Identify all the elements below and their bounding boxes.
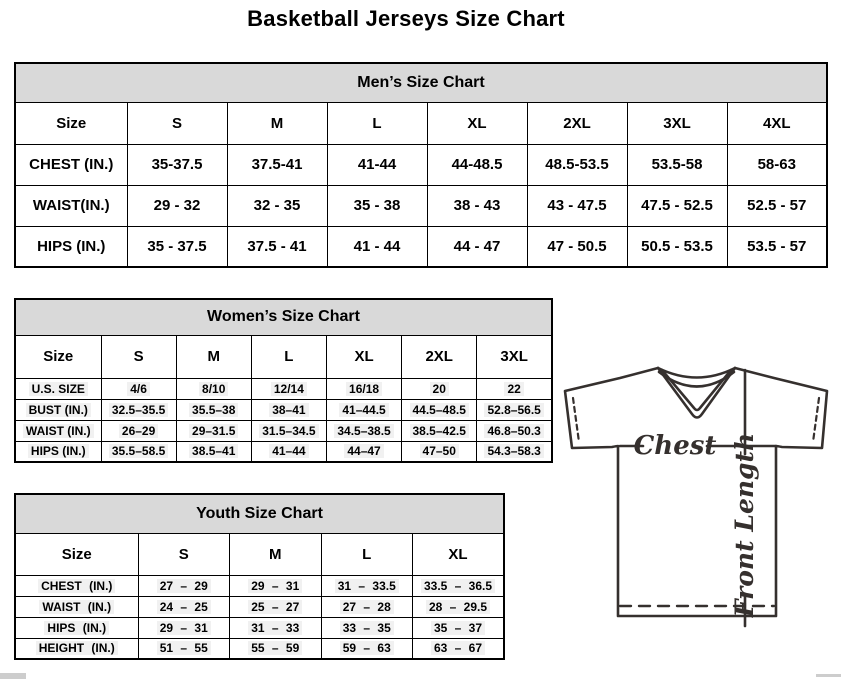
mens-column-header: XL	[427, 102, 527, 144]
womens-table-row	[15, 441, 552, 462]
womens-value-text: 35.5–38	[189, 403, 238, 417]
mens-value-text: 44-48.5	[451, 156, 503, 173]
mens-value-text: 37.5-41	[251, 156, 303, 173]
mens-value-text: 32 - 35	[253, 197, 301, 214]
womens-value-cell	[326, 420, 401, 441]
youth-row-label	[15, 596, 138, 617]
mens-value-text: 47.5 - 52.5	[641, 197, 713, 214]
mens-value-cell	[627, 185, 727, 226]
mens-value-text: 41-44	[357, 156, 397, 173]
womens-value-cell	[101, 378, 176, 399]
mens-value-cell	[527, 226, 627, 267]
womens-column-header: 2XL	[402, 335, 477, 378]
youth-column-header: S	[138, 533, 230, 575]
youth-value-text: 55 – 59	[248, 641, 302, 655]
womens-value-cell	[477, 420, 552, 441]
womens-value-cell	[176, 399, 251, 420]
mens-row-label-text: CHEST (IN.)	[29, 156, 114, 173]
mens-table-row	[15, 185, 827, 226]
womens-column-header: S	[101, 335, 176, 378]
womens-value-cell	[176, 420, 251, 441]
mens-value-cell	[627, 144, 727, 185]
womens-value-text: 41–44.5	[339, 403, 388, 417]
mens-column-header: 4XL	[727, 102, 827, 144]
youth-value-cell	[138, 617, 230, 638]
youth-section-title: Youth Size Chart	[15, 494, 504, 533]
womens-value-cell	[251, 420, 326, 441]
womens-value-cell	[402, 420, 477, 441]
womens-value-text: 44.5–48.5	[410, 403, 469, 417]
youth-value-text: 31 – 33	[248, 621, 302, 635]
youth-value-cell	[230, 596, 322, 617]
youth-value-cell	[321, 617, 413, 638]
mens-value-cell	[727, 226, 827, 267]
womens-value-text: 46.8–50.3	[484, 424, 543, 438]
womens-value-text: 54.3–58.3	[484, 444, 543, 458]
womens-table-row	[15, 378, 552, 399]
womens-row-label-text: BUST (IN.)	[26, 403, 91, 417]
womens-row-label-text: WAIST (IN.)	[23, 424, 94, 438]
mens-value-cell	[227, 185, 327, 226]
mens-row-label	[15, 144, 127, 185]
womens-value-text: 29–31.5	[189, 424, 238, 438]
womens-value-text: 8/10	[199, 382, 228, 396]
mens-value-cell	[127, 144, 227, 185]
mens-table-row	[15, 144, 827, 185]
youth-value-text: 59 – 63	[340, 641, 394, 655]
womens-value-text: 38.5–42.5	[410, 424, 469, 438]
womens-value-text: 26–29	[119, 424, 158, 438]
womens-value-cell	[326, 441, 401, 462]
mens-value-cell	[127, 226, 227, 267]
youth-row-label	[15, 638, 138, 659]
mens-row-label	[15, 226, 127, 267]
youth-row-label-text: HIPS (IN.)	[44, 621, 109, 635]
womens-value-cell	[251, 378, 326, 399]
mens-value-text: 50.5 - 53.5	[641, 237, 713, 255]
mens-value-text: 35-37.5	[151, 156, 203, 173]
womens-value-cell	[101, 420, 176, 441]
youth-value-text: 63 – 67	[431, 641, 485, 655]
youth-value-text: 28 – 29.5	[426, 600, 490, 614]
womens-column-header: L	[251, 335, 326, 378]
mens-table-row	[15, 226, 827, 267]
womens-value-text: 41–44	[269, 444, 308, 458]
womens-row-label	[15, 420, 101, 441]
womens-row-label-text: U.S. SIZE	[29, 382, 88, 396]
mens-value-cell	[427, 144, 527, 185]
womens-value-text: 47–50	[420, 444, 459, 458]
womens-value-text: 38–41	[269, 403, 308, 417]
mens-value-text: 53.5-58	[651, 156, 703, 173]
youth-value-cell	[321, 638, 413, 659]
jersey-outline-icon	[556, 358, 838, 666]
mens-value-cell	[227, 226, 327, 267]
womens-column-header: M	[176, 335, 251, 378]
mens-value-cell	[327, 185, 427, 226]
womens-value-cell	[402, 441, 477, 462]
youth-table-row	[15, 575, 504, 596]
womens-value-cell	[101, 399, 176, 420]
front-length-label: Front Length	[730, 432, 759, 618]
youth-value-cell	[321, 575, 413, 596]
womens-table-row	[15, 420, 552, 441]
mens-column-header: S	[127, 102, 227, 144]
womens-value-text: 34.5–38.5	[334, 424, 393, 438]
mens-value-text: 35 - 37.5	[147, 237, 207, 255]
jersey-measurement-diagram	[556, 358, 838, 666]
womens-value-text: 31.5–34.5	[259, 424, 318, 438]
womens-value-cell	[477, 441, 552, 462]
youth-column-header: XL	[413, 533, 505, 575]
mens-value-text: 29 - 32	[153, 197, 201, 214]
womens-row-label	[15, 399, 101, 420]
womens-value-text: 16/18	[346, 382, 382, 396]
womens-value-cell	[326, 399, 401, 420]
womens-section-title: Women’s Size Chart	[15, 299, 552, 335]
mens-value-cell	[427, 226, 527, 267]
womens-value-text: 12/14	[271, 382, 307, 396]
mens-column-header: 2XL	[527, 102, 627, 144]
mens-column-header: Size	[15, 102, 127, 144]
youth-table-row	[15, 638, 504, 659]
womens-value-cell	[176, 378, 251, 399]
womens-value-text: 32.5–35.5	[109, 403, 168, 417]
womens-value-text: 44–47	[344, 444, 383, 458]
mens-row-label-text: WAIST(IN.)	[32, 197, 110, 214]
womens-row-label-text: HIPS (IN.)	[28, 444, 89, 458]
mens-value-text: 43 - 47.5	[547, 197, 607, 214]
youth-value-text: 25 – 27	[248, 600, 302, 614]
youth-value-cell	[413, 638, 505, 659]
womens-value-text: 20	[430, 382, 449, 396]
youth-row-label-text: HEIGHT (IN.)	[36, 641, 118, 655]
mens-row-label	[15, 185, 127, 226]
mens-value-cell	[627, 226, 727, 267]
youth-value-text: 31 – 33.5	[335, 579, 399, 593]
mens-value-text: 58-63	[757, 156, 796, 173]
mens-value-cell	[427, 185, 527, 226]
youth-table-row	[15, 596, 504, 617]
youth-value-cell	[230, 575, 322, 596]
womens-value-cell	[477, 378, 552, 399]
mens-value-cell	[727, 185, 827, 226]
horizontal-scrollbar-thumb-left[interactable]	[0, 673, 26, 679]
mens-value-text: 38 - 43	[453, 197, 501, 214]
mens-value-cell	[327, 226, 427, 267]
mens-value-text: 41 - 44	[353, 237, 401, 255]
youth-row-label	[15, 575, 138, 596]
youth-value-cell	[413, 596, 505, 617]
womens-column-header: Size	[15, 335, 101, 378]
youth-row-label	[15, 617, 138, 638]
mens-value-text: 47 - 50.5	[547, 237, 607, 255]
mens-value-text: 53.5 - 57	[747, 237, 807, 255]
youth-column-header: M	[230, 533, 322, 575]
youth-value-cell	[138, 596, 230, 617]
mens-row-label-text: HIPS (IN.)	[37, 237, 106, 255]
womens-value-text: 38.5–41	[189, 444, 238, 458]
womens-value-cell	[402, 399, 477, 420]
youth-value-cell	[230, 617, 322, 638]
youth-value-text: 29 – 31	[157, 621, 211, 635]
mens-value-text: 48.5-53.5	[545, 156, 609, 173]
womens-value-cell	[251, 441, 326, 462]
womens-row-label	[15, 378, 101, 399]
womens-value-cell	[101, 441, 176, 462]
mens-value-text: 35 - 38	[353, 197, 401, 214]
womens-value-text: 35.5–58.5	[109, 444, 168, 458]
youth-row-label-text: WAIST (IN.)	[39, 600, 114, 614]
womens-value-text: 4/6	[127, 382, 150, 396]
youth-value-cell	[138, 638, 230, 659]
womens-value-cell	[176, 441, 251, 462]
youth-table-row	[15, 617, 504, 638]
mens-value-text: 37.5 - 41	[247, 237, 307, 255]
womens-row-label	[15, 441, 101, 462]
page-title: Basketball Jerseys Size Chart	[247, 6, 565, 31]
mens-value-cell	[527, 185, 627, 226]
mens-value-cell	[527, 144, 627, 185]
mens-column-header: M	[227, 102, 327, 144]
mens-column-header: 3XL	[627, 102, 727, 144]
mens-size-table	[14, 62, 828, 268]
youth-value-text: 33.5 – 36.5	[421, 579, 495, 593]
chest-label: Chest	[633, 431, 717, 461]
youth-value-text: 51 – 55	[157, 641, 211, 655]
youth-value-cell	[413, 617, 505, 638]
youth-row-label-text: CHEST (IN.)	[38, 579, 115, 593]
womens-column-header: XL	[326, 335, 401, 378]
mens-value-cell	[727, 144, 827, 185]
youth-value-cell	[321, 596, 413, 617]
womens-column-header: 3XL	[477, 335, 552, 378]
womens-value-cell	[402, 378, 477, 399]
youth-value-text: 27 – 28	[340, 600, 394, 614]
womens-value-cell	[251, 399, 326, 420]
mens-value-cell	[327, 144, 427, 185]
womens-table-row	[15, 399, 552, 420]
womens-value-cell	[326, 378, 401, 399]
youth-value-cell	[138, 575, 230, 596]
youth-column-header: Size	[15, 533, 138, 575]
mens-section-title: Men’s Size Chart	[15, 63, 827, 102]
youth-value-text: 33 – 35	[340, 621, 394, 635]
youth-value-cell	[413, 575, 505, 596]
youth-size-table	[14, 493, 505, 660]
mens-column-header: L	[327, 102, 427, 144]
mens-value-text: 52.5 - 57	[747, 197, 807, 214]
youth-value-text: 27 – 29	[157, 579, 211, 593]
youth-column-header: L	[321, 533, 413, 575]
youth-value-text: 35 – 37	[431, 621, 485, 635]
mens-value-cell	[127, 185, 227, 226]
womens-size-table	[14, 298, 553, 463]
youth-value-text: 24 – 25	[157, 600, 211, 614]
womens-value-cell	[477, 399, 552, 420]
mens-value-text: 44 - 47	[453, 237, 501, 255]
horizontal-scrollbar-thumb-right[interactable]	[816, 674, 841, 677]
youth-value-text: 29 – 31	[248, 579, 302, 593]
womens-value-text: 52.8–56.5	[484, 403, 543, 417]
youth-value-cell	[230, 638, 322, 659]
mens-value-cell	[227, 144, 327, 185]
womens-value-text: 22	[504, 382, 523, 396]
